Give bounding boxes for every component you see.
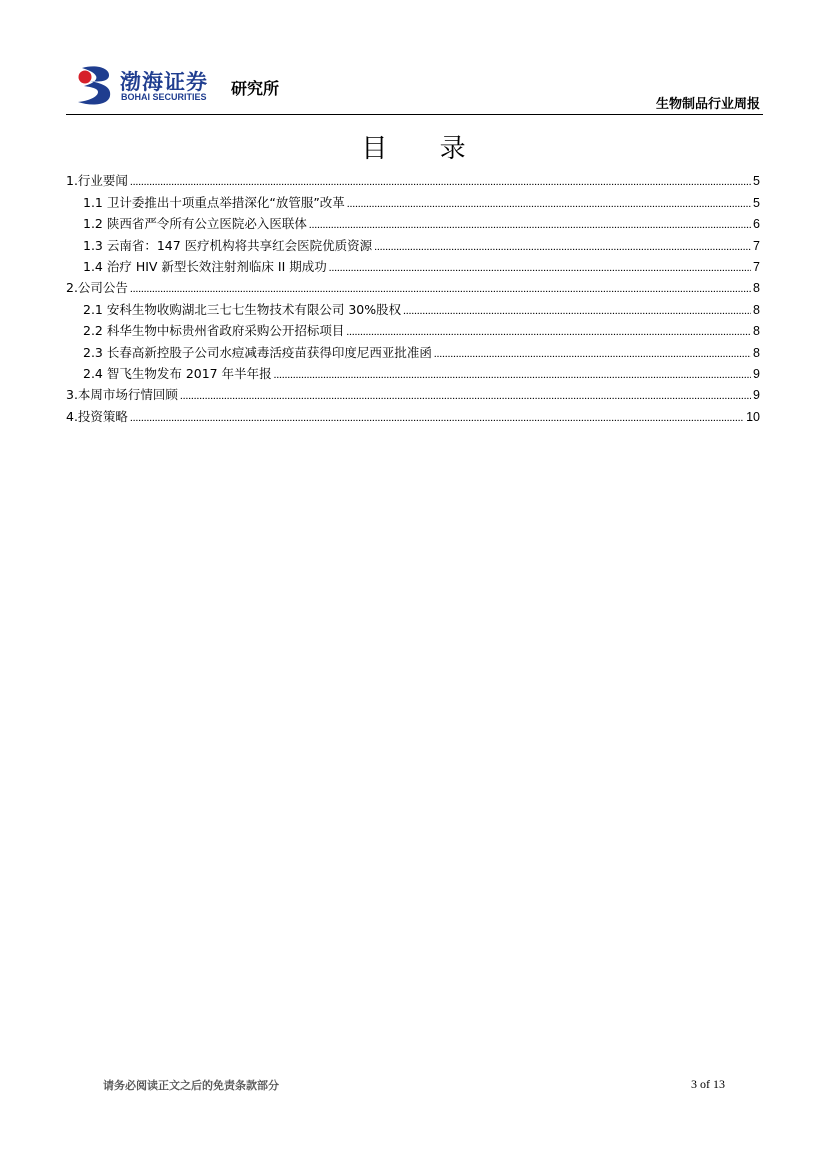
toc-entry-label: 4.投资策略 <box>66 408 128 424</box>
toc-entry-page: 8 <box>753 345 760 360</box>
toc-entry-label: 2.2 科华生物中标贵州省政府采购公开招标项目 <box>83 323 345 339</box>
toc-leader-dots <box>403 304 751 318</box>
table-of-contents <box>66 168 760 425</box>
institute-label: 研究所 <box>231 79 280 98</box>
toc-leader-dots <box>130 175 751 189</box>
toc-entry-page: 7 <box>753 259 760 274</box>
page-indicator: 3 of 13 <box>691 1077 725 1091</box>
toc-entry[interactable] <box>66 189 760 210</box>
page-header <box>66 60 762 114</box>
toc-entry-label: 1.行业要闻 <box>66 173 128 189</box>
toc-title: 目 录 <box>361 134 488 164</box>
page-footer <box>103 1077 725 1093</box>
toc-entry-page: 10 <box>746 409 760 424</box>
toc-entry-label: 2.3 长春高新控股子公司水痘减毒活疫苗获得印度尼西亚批准函 <box>83 344 432 360</box>
toc-leader-dots <box>130 282 751 296</box>
toc-entry-label: 2.1 安科生物收购湖北三七七生物技术有限公司 30%股权 <box>83 301 402 317</box>
toc-entry[interactable] <box>66 361 760 382</box>
toc-entry-page: 8 <box>753 302 760 317</box>
toc-entry[interactable] <box>66 339 760 360</box>
toc-entry[interactable] <box>66 296 760 317</box>
toc-entry-label: 1.1 卫计委推出十项重点举措深化“放管服”改革 <box>83 194 345 210</box>
brand-name-en: BOHAI SECURITIES <box>121 92 207 102</box>
toc-entry-page: 7 <box>753 238 760 253</box>
bohai-logo-icon <box>76 64 116 106</box>
toc-entry[interactable] <box>66 275 760 296</box>
toc-entry-label: 3.本周市场行情回顾 <box>66 387 178 403</box>
toc-entry-page: 9 <box>753 388 760 403</box>
brand-name-cn: 渤海证券 <box>120 70 208 94</box>
toc-leader-dots <box>374 240 751 254</box>
toc-entry-page: 9 <box>753 366 760 381</box>
toc-leader-dots <box>274 368 751 382</box>
toc-leader-dots <box>309 218 751 232</box>
toc-leader-dots <box>434 347 751 361</box>
toc-leader-dots <box>346 325 751 339</box>
toc-leader-dots <box>347 197 751 211</box>
toc-entry[interactable] <box>66 211 760 232</box>
toc-entry-page: 5 <box>753 174 760 189</box>
toc-entry-page: 6 <box>753 217 760 232</box>
toc-entry[interactable] <box>66 168 760 189</box>
toc-entry[interactable] <box>66 318 760 339</box>
report-type: 生物制品行业周报 <box>655 97 760 112</box>
toc-entry[interactable] <box>66 382 760 403</box>
toc-entry-page: 8 <box>753 281 760 296</box>
toc-entry-label: 1.4 治疗 HIV 新型长效注射剂临床 II 期成功 <box>83 258 327 274</box>
toc-entry-label: 1.2 陕西省严令所有公立医院必入医联体 <box>83 216 307 232</box>
disclaimer-note: 请务必阅读正文之后的免责条款部分 <box>103 1079 279 1092</box>
toc-entry-page: 5 <box>753 195 760 210</box>
toc-entry-label: 1.3 云南省：147 医疗机构将共享红会医院优质资源 <box>83 237 373 253</box>
toc-leader-dots <box>180 389 751 403</box>
toc-entry[interactable] <box>66 232 760 253</box>
toc-leader-dots <box>329 261 751 275</box>
toc-entry[interactable] <box>66 254 760 275</box>
toc-leader-dots <box>130 411 744 425</box>
toc-entry-label: 2.公司公告 <box>66 280 128 296</box>
toc-entry-label: 2.4 智飞生物发布 2017 年半年报 <box>83 365 272 381</box>
toc-entry-page: 8 <box>753 324 760 339</box>
toc-entry[interactable] <box>66 403 760 424</box>
header-divider <box>66 114 763 115</box>
